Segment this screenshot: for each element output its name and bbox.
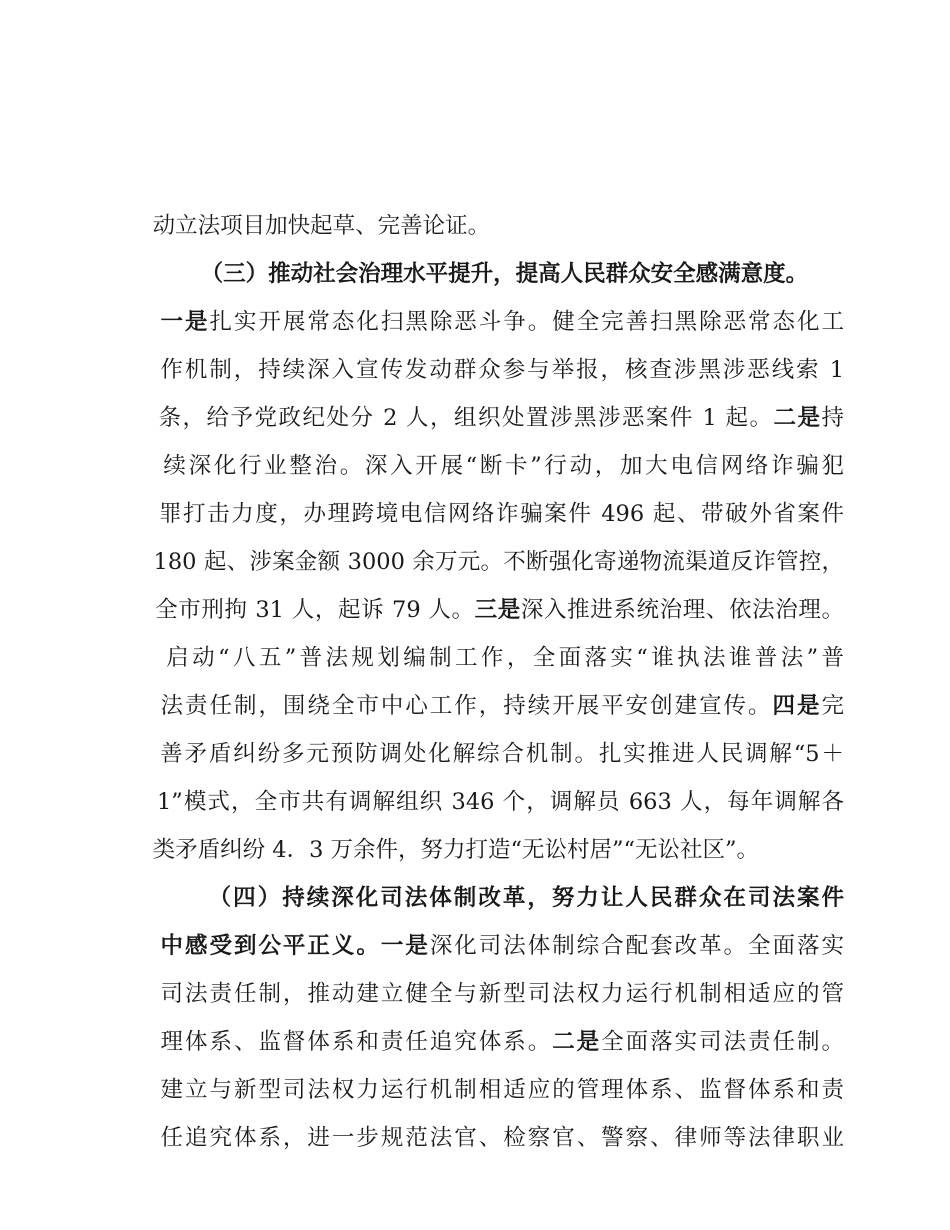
text-run: 任追究体系，进一步规范法官、检察官、警察、律师等法律职业 xyxy=(160,1125,844,1151)
text-run: 作机制，持续深入宣传发动群众参与举报，核查涉黑涉恶线索 1 xyxy=(160,357,845,383)
heading-text: 中感受到公平正义。 xyxy=(160,933,381,959)
text-line-1 xyxy=(124,166,844,239)
text-line-16 xyxy=(124,886,844,959)
item-marker-3: 三是 xyxy=(474,597,521,623)
text-run: 启动“八五”普法规划编制工作，全面落实“谁执法谁普法”普 xyxy=(166,645,845,671)
text-run: 建立与新型司法权力运行机制相适应的管理体系、监督体系和责 xyxy=(160,1077,844,1103)
item-marker-2: 二是 xyxy=(773,405,822,431)
text-line-7 xyxy=(124,454,844,527)
text-line-4 xyxy=(124,310,845,383)
text-line-13 xyxy=(124,742,845,815)
text-run: 持 xyxy=(821,405,844,431)
text-line-17 xyxy=(124,934,844,1007)
text-run: 深化司法体制综合配套改革。全面落实 xyxy=(429,933,844,959)
heading-text: （四）持续深化司法体制改革，努力让人民群众在司法案件 xyxy=(208,885,844,911)
text-line-14 xyxy=(124,790,844,863)
text-line-6 xyxy=(124,406,844,479)
text-line-11 xyxy=(124,646,844,719)
text-line-10 xyxy=(124,598,845,671)
text-run: 续深化行业整治。深入开展“断卡”行动，加大电信网络诈骗犯 xyxy=(163,453,844,479)
text-run: 180 起、涉案金额 3000 余万元。不断强化寄递物流渠道反诈管控， xyxy=(153,549,844,575)
text-run: 法责任制，围绕全市中心工作，持续开展平安创建宣传。 xyxy=(160,693,773,719)
text-line-20 xyxy=(124,1078,844,1151)
item-marker-4: 四是 xyxy=(772,693,822,719)
text-line-9 xyxy=(124,550,844,623)
text-run: 司法责任制，推动建立健全与新型司法权力运行机制相适应的管 xyxy=(160,981,844,1007)
text-run: 扎实开展常态化扫黑除恶斗争。健全完善扫黑除恶常态化工 xyxy=(209,309,844,335)
item-marker-1: 一是 xyxy=(160,309,210,335)
section-heading-4 xyxy=(172,838,844,911)
text-run: 类矛盾纠纷 4．3 万余件，努力打造“无讼村居”“无讼社区”。 xyxy=(152,837,760,863)
text-line-19 xyxy=(124,1030,844,1103)
text-line-18 xyxy=(124,982,844,1055)
item-marker-1: 一是 xyxy=(380,933,430,959)
heading-text: （三）推动社会治理水平提升，提高人民群众安全感满意度。 xyxy=(200,261,809,287)
item-marker-2: 二是 xyxy=(552,1029,602,1055)
text-run: 善矛盾纠纷多元预防调处化解综合机制。扎实推进人民调解“5＋ xyxy=(160,741,844,767)
text-run: 完 xyxy=(821,693,844,719)
text-run: 理体系、监督体系和责任追究体系。 xyxy=(160,1029,553,1055)
text-line-5 xyxy=(124,358,844,431)
text-line-12 xyxy=(124,694,844,767)
text-line-3 xyxy=(124,262,844,335)
text-line-8 xyxy=(124,502,844,575)
text-run: 1”模式，全市共有调解组织 346 个，调解员 663 人，每年调解各 xyxy=(156,789,845,815)
text-run: 全面落实司法责任制。 xyxy=(601,1029,844,1055)
text-run: 条，给予党政纪处分 2 人，组织处置涉黑涉恶案件 1 起。 xyxy=(158,405,774,431)
text-run: 罪打击力度，办理跨境电信网络诈骗案件 496 起、带破外省案件 xyxy=(158,501,844,527)
section-heading-3 xyxy=(172,214,844,287)
text-run: 深入推进系统治理、依法治理。 xyxy=(520,597,844,623)
text-run: 动立法项目加快起草、完善论证。 xyxy=(152,213,491,239)
text-run: 全市刑拘 31 人，起诉 79 人。 xyxy=(155,597,475,623)
